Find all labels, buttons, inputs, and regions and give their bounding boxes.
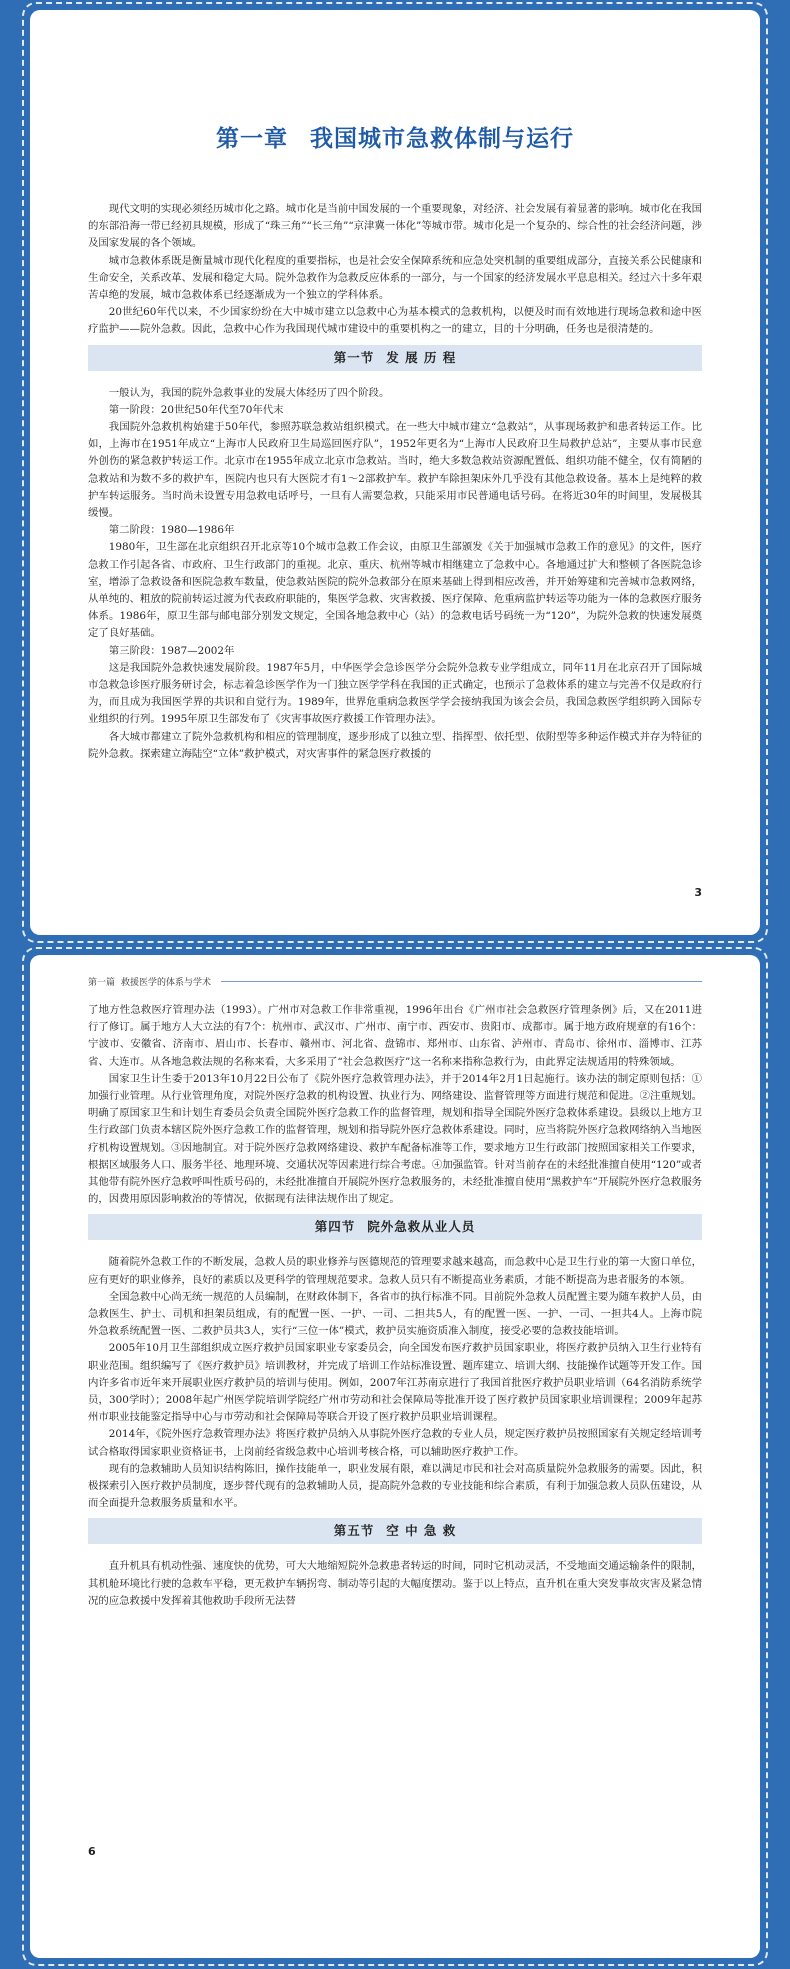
- body-paragraph: 直升机具有机动性强、速度快的优势，可大大地缩短院外急救患者转运的时间，同时它机动灵活，不受地面交通运输条件的限制，其机舱环境比行驶的急救车平稳，更无救护车辆拐弯、制动等引起的大幅度摆动。鉴于以上特点，直升机在重大突发事故灾害及紧急情况的应急救援中发挥着其他救助手段所无法替: [88, 1560, 702, 1607]
- book-page-6: [30, 955, 760, 1958]
- intro-paragraph: 20世纪60年代以来，不少国家纷纷在大中城市建立以急救中心为基本模式的急救机构，以便及时而有效地进行现场急救和途中医疗监护——院外急救。因此，急救中心作为我国现代城市建设中的重要机构之一的建立，目的十分明确，任务也是很清楚的。: [88, 306, 702, 336]
- intro-paragraph: 城市急救体系既是衡量城市现代化程度的重要指标，也是社会安全保障系统和应急处突机制的重要组成部分，直接关系公民健康和生命安全，关系改革、发展和稳定大局。院外急救作为急救反应体系的一部分，与一个国家的经济发展水平息息相关。经过六十多年艰苦卓绝的发展，城市急救体系已经逐渐成为一个独立的学科体系。: [88, 254, 702, 302]
- body-paragraph: 随着院外急救工作的不断发展，急救人员的职业修养与医德规范的管理要求越来越高，而急救中心是卫生行业的第一大窗口单位，应有更好的职业修养，良好的素质以及更科学的管理规范要求。急救人员只有不断提高业务素质，才能不断提高为患者服务的本领。: [88, 1256, 702, 1286]
- body-paragraph: 各大城市都建立了院外急救机构和相应的管理制度，逐步形成了以独立型、指挥型、依托型、依附型等多种运作模式并存为特征的院外急救。探索建立海陆空“立体”救护模式，对灾害事件的紧急医疗救援的: [88, 730, 702, 760]
- section-title: 院外急救从业人员: [367, 1219, 476, 1235]
- intro-paragraph: 现代文明的实现必须经历城市化之路。城市化是当前中国发展的一个重要现象，对经济、社会发展有着显著的影响。城市化在我国的东部沿海一带已经初具规模，形成了“珠三角”“长三角”“京津冀一体化”等城市带。城市化是一个复杂的、综合性的社会经济问题，涉及国家发展的各个领域。: [88, 203, 702, 250]
- running-head-title: 救援医学的体系与学术: [121, 978, 212, 988]
- section-title: 发 展 历 程: [386, 349, 457, 365]
- body-paragraph: 了地方性急救医疗管理办法（1993）。广州市对急救工作非常重视，1996年出台《广州市社会急救医疗管理条例》后，又在2011进行了修订。属于地方人大立法的有7个：杭州市、武汉市、广州市、南宁市、西安市、贵阳市、成都市。属于地方政府规章的有16个：宁波市、安徽省、济南市、眉山市、长春市、赣州市、河北省、盘锦市、郑州市、山东省、泸州市、青岛市、徐州市、淄博市、江苏省、大连市。从各地急救法规的名称来看，大多采用了“社会急救医疗”这一名称来指称急救行为，由此界定法规适用的特殊领域。: [88, 1004, 702, 1068]
- running-head-rule: [221, 981, 702, 982]
- body-paragraph: 我国院外急救机构始建于50年代，参照苏联急救站组织模式。在一些大中城市建立“急救站”，从事现场救护和患者转运工作。比如，上海市在1951年成立“上海市人民政府卫生局巡回医疗队”，1952年更名为“上海市人民政府卫生局救护总站”，主要从事市民意外创伤的紧急救护转运工作。北京市在1955年成立北京市急救站。当时，绝大多数急救站资源配置低、组织功能不健全，仅有简陋的急救站和为数不多的救护车，医院内也只有大医院才有1～2部救护车。救护车除担架床外几乎没有其他急救设备。基本上是纯粹的救护车转运服务。当时尚未设置专用急救电话呼号，一旦有人需要急救，只能采用市民普通电话号码。在将近30年的时间里，发展极其缓慢。: [88, 421, 702, 520]
- section-number: 第四节: [314, 1219, 356, 1235]
- page-number: 6: [88, 1845, 96, 1858]
- book-page-3: [30, 10, 760, 935]
- section-heading-1: [88, 345, 702, 371]
- section-number: 第五节: [333, 1523, 375, 1539]
- stage-heading: 第二阶段：1980—1986年: [108, 524, 235, 537]
- running-head-part: 第一篇: [88, 978, 116, 988]
- section-title: 空 中 急 救: [386, 1523, 457, 1539]
- body-paragraph: 2014年，《院外医疗急救管理办法》将医疗救护员纳入从事院外医疗急救的专业人员，规定医疗救护员按照国家有关规定经培训考试合格取得国家职业资格证书，上岗前经省级急救中心培训考核合格，可以辅助医疗救护工作。: [88, 1428, 702, 1458]
- chapter-name: 我国城市急救体制与运行: [310, 125, 574, 152]
- chapter-title: [88, 120, 702, 153]
- running-head: [88, 975, 702, 988]
- body-paragraph: 现有的急救辅助人员知识结构陈旧，操作技能单一，职业发展有限，难以满足市民和社会对高质量院外急救服务的需要。因此，积极探索引入医疗救护员制度，逐步替代现有的急救辅助人员，提高院外急救的专业技能和综合素质，有利于加强急救人员队伍建设，从而全面提升急救服务质量和水平。: [88, 1462, 702, 1510]
- section-number: 第一节: [333, 349, 375, 365]
- stage-heading: 第三阶段：1987—2002年: [108, 644, 235, 657]
- chapter-number: 第一章: [216, 125, 288, 152]
- body-paragraph: 一般认为，我国的院外急救事业的发展大体经历了四个阶段。: [108, 386, 390, 399]
- body-paragraph: 国家卫生计生委于2013年10月22日公布了《院外医疗急救管理办法》，并于2014年2月1日起施行。该办法的制定原则包括：①加强行业管理。从行业管理角度，对院外医疗急救的机构设置、执业行为、网络建设、监督管理等方面进行规范和促进。②注重规划。明确了原国家卫生和计划生育委员会负责全国院外医疗急救工作的监督管理，规划和指导全国院外医疗急救体系建设。县级以上地方卫生行政部门负责本辖区院外医疗急救工作的监督管理，规划和指导院外医疗急救体系建设。同时，应当将院外医疗急救网络纳入当地医疗机构设置规划。③因地制宜。对于院外医疗急救网络建设、救护车配备标准等工作，要求地方卫生行政部门按照国家相关工作要求，根据区域服务人口、服务半径、地理环境、交通状况等因素进行综合考虑。④加强监管。针对当前存在的未经批准擅自使用“120”或者其他带有院外医疗急救呼叫性质号码的，未经批准擅自开展院外医疗急救服务的，未经批准擅自使用“黑救护车”开展院外医疗急救服务的，因费用原因影响救治的等情况，依据现有法律法规作出了规定。: [88, 1072, 702, 1206]
- body-paragraph: 2005年10月卫生部组织成立医疗救护员国家职业专家委员会，向全国发布医疗救护员国家职业，将医疗救护员纳入卫生行业特有职业范围。组织编写了《医疗救护员》培训教材，并完成了培训工作站标准设置、题库建立、培训大纲、技能操作试题等开发工作。国内许多省市近年来开展职业医疗救护员的培训与使用。例如，2007年江苏南京进行了我国首批医疗救护员职业培训（64名消防系统学员，300学时）；2008年起广州医学院培训学院经广州市劳动和社会保障局等批准开设了医疗救护员国家职业培训课程；2009年起苏州市职业技能鉴定指导中心与市劳动和社会保障局等联合开设了医疗救护员职业培训课程。: [88, 1342, 702, 1424]
- stage-heading: 第一阶段：20世纪50年代至70年代末: [108, 403, 284, 416]
- body-paragraph: 全国急救中心尚无统一规范的人员编制，在财政体制下，各省市的执行标准不同。目前院外急救人员配置主要为随车救护人员，由急救医生、护士、司机和担架员组成，有的配置一医、一护、一司、二担共5人，有的配置一医、一护、一司、一担共4人。上海市院外急救系统配置一医、二救护员共3人，实行“三位一体”模式，救护员实施资质准入制度，接受必要的急救技能培训。: [88, 1290, 702, 1338]
- body-paragraph: 1980年，卫生部在北京组织召开北京等10个城市急救工作会议，由原卫生部颁发《关于加强城市急救工作的意见》的文件，医疗急救工作引起各省、市政府、卫生行政部门的重视。北京、重庆、杭州等城市相继建立了急救中心。各地通过扩大和整顿了各医院急诊室，增添了急救设备和医院急救车数量，使急救站医院的院外急救部分在原来基础上得到相应改善，并开始筹建和完善城市急救网络，从单纯的、粗放的院前转运过渡为代表政府职能的，集医学急救、灾害救援、医疗保障、危重病监护转运等功能为一体的急救医疗服务体系。1986年，原卫生部与邮电部分别发文规定，全国各地急救中心（站）的急救电话号码统一为“120”，为院外急救的快速发展奠定了良好基础。: [88, 541, 702, 640]
- page-number: 3: [694, 886, 702, 899]
- section-heading-5: [88, 1518, 702, 1544]
- section-heading-4: [88, 1214, 702, 1240]
- body-paragraph: 这是我国院外急救快速发展阶段。1987年5月，中华医学会急诊医学分会院外急救专业学组成立，同年11月在北京召开了国际城市急救急诊医疗服务研讨会，标志着急诊医学作为一门独立医学学科在我国的正式确定，也预示了急救体系的建立与完善不仅是政府行为，而且成为我国医学界的共识和自觉行为。1989年，世界危重病急救医学学会接纳我国为该会会员，我国急救医学组织跨入国际专业组织的行列。1995年原卫生部发布了《灾害事故医疗救援工作管理办法》。: [88, 661, 702, 726]
